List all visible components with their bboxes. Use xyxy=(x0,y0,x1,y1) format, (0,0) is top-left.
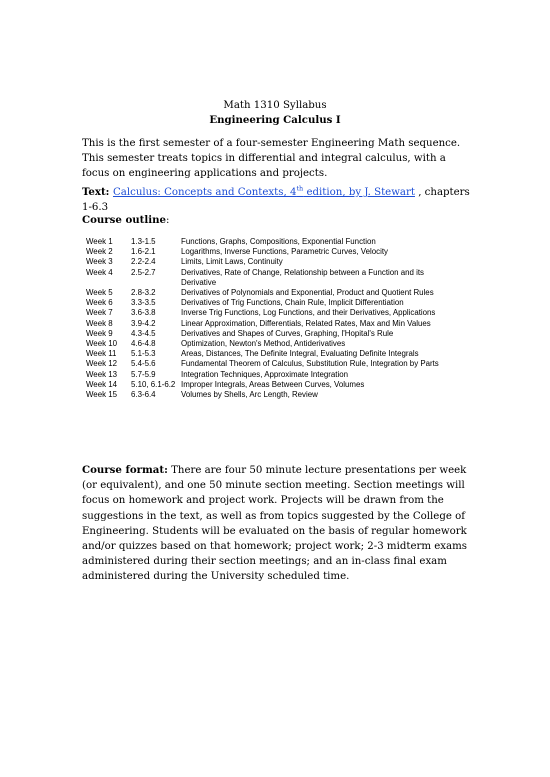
sections-cell: 2.2-2.4 xyxy=(131,257,156,267)
week-cell: Week 3 xyxy=(86,257,113,267)
sections-cell: 4.6-4.8 xyxy=(131,339,156,349)
course-outline-label: Course outline xyxy=(82,214,166,226)
sections-cell: 2.5-2.7 xyxy=(131,267,156,277)
course-outline-table xyxy=(86,237,461,400)
topics-cell: Limits, Limit Laws, Continuity xyxy=(181,257,283,267)
table-row xyxy=(86,308,461,318)
week-cell: Week 14 xyxy=(86,379,117,389)
table-row xyxy=(86,390,461,400)
table-row xyxy=(86,247,461,257)
topics-cell: Volumes by Shells, Arc Length, Review xyxy=(181,390,318,400)
sections-cell: 5.10, 6.1-6.2 xyxy=(131,379,176,389)
course-title: Engineering Calculus I xyxy=(209,114,341,126)
textbook-link-text-end: edition, by J. Stewart xyxy=(303,187,415,198)
course-format-colon: : xyxy=(164,464,168,476)
topics-cell: Integration Techniques, Approximate Integration xyxy=(181,369,348,379)
table-row xyxy=(86,349,461,359)
table-row xyxy=(86,257,461,267)
table-row xyxy=(86,319,461,329)
sections-cell: 6.3-6.4 xyxy=(131,390,156,400)
table-row xyxy=(86,237,461,247)
course-outline-colon: : xyxy=(165,215,170,226)
topics-cell: Derivatives of Polynomials and Exponential, Product and Quotient Rules xyxy=(181,288,434,298)
week-cell: Week 6 xyxy=(86,298,113,308)
course-format-label: Course format xyxy=(82,464,165,476)
topics-cell: Functions, Graphs, Compositions, Exponential Function xyxy=(181,237,376,246)
topics-cell: Derivatives of Trig Functions, Chain Rule, Implicit Differentiation xyxy=(181,298,404,308)
course-outline-heading xyxy=(82,213,474,228)
table-row xyxy=(86,380,461,390)
textbook-link[interactable] xyxy=(112,184,415,198)
topics-cell: Linear Approximation, Differentials, Related Rates, Max and Min Values xyxy=(181,318,431,328)
topics-cell: Improper Integrals, Areas Between Curves, Volumes xyxy=(181,379,365,389)
table-row xyxy=(86,329,461,339)
sections-cell: 5.7-5.9 xyxy=(131,369,156,379)
edition-superscript: th xyxy=(296,184,304,193)
week-cell: Week 9 xyxy=(86,328,113,338)
sections-cell: 3.3-3.5 xyxy=(131,298,156,308)
week-cell: Week 15 xyxy=(86,390,117,400)
week-cell: Week 4 xyxy=(86,267,113,277)
week-cell: Week 11 xyxy=(86,349,117,359)
week-cell: Week 13 xyxy=(86,369,117,379)
week-cell: Week 7 xyxy=(86,308,113,318)
topics-cell: Areas, Distances, The Definite Integral, Evaluating Definite Integrals xyxy=(181,349,419,359)
textbook-label: Text xyxy=(82,186,106,198)
table-row xyxy=(86,268,461,288)
week-cell: Week 1 xyxy=(86,237,113,246)
sections-cell: 5.1-5.3 xyxy=(131,349,156,359)
week-cell: Week 12 xyxy=(86,359,117,369)
sections-cell: 2.8-3.2 xyxy=(131,288,156,298)
sections-cell: 1.3-1.5 xyxy=(131,237,156,246)
table-row xyxy=(86,370,461,380)
topics-cell: Fundamental Theorem of Calculus, Substitution Rule, Integration by Parts xyxy=(181,359,439,369)
table-row xyxy=(86,298,461,308)
week-cell: Week 5 xyxy=(86,288,113,298)
topics-cell: Logarithms, Inverse Functions, Parametric Curves, Velocity xyxy=(181,247,388,257)
sections-cell: 3.6-3.8 xyxy=(131,308,156,318)
topics-cell: Optimization, Newton's Method, Antiderivatives xyxy=(181,339,346,349)
textbook-label-colon: : xyxy=(105,186,113,198)
topics-cell: Inverse Trig Functions, Log Functions, and their Derivatives, Applications xyxy=(181,308,436,318)
intro-paragraph: This is the first semester of a four-semester Engineering Math sequence. This semester treats topics in differential and integral calculus, with a focus on engineering applications and projects. xyxy=(82,138,461,180)
sections-cell: 1.6-2.1 xyxy=(131,247,156,257)
table-row xyxy=(86,359,461,369)
topics-cell: Derivatives and Shapes of Curves, Graphing, l'Hopital's Rule xyxy=(181,328,394,338)
week-cell: Week 2 xyxy=(86,247,113,257)
sections-cell: 4.3-4.5 xyxy=(131,328,156,338)
table-row xyxy=(86,339,461,349)
week-cell: Week 8 xyxy=(86,318,113,328)
course-format-text: There are four 50 minute lecture presentations per week (or equivalent), and one 50 minute section meeting. Section meetings will focus on homework and project work. Projects will be drawn from the suggestions in the text, as well as from topics suggested by the College of Engineering. Students will be evaluated on the basis of regular homework and/or quizzes based on that homework; project work; 2-3 midterm exams administered during their section meetings; and an in-class final exam administered during the University scheduled time. xyxy=(82,465,467,583)
textbook-line xyxy=(82,185,474,215)
textbook-link-text: Calculus: Concepts and Contexts, 4 xyxy=(112,187,297,198)
sections-cell: 5.4-5.6 xyxy=(131,359,156,369)
table-row xyxy=(86,288,461,298)
document-header xyxy=(0,98,550,128)
course-format-paragraph xyxy=(82,463,474,585)
week-cell: Week 10 xyxy=(86,339,117,349)
course-number: Math 1310 Syllabus xyxy=(223,100,327,111)
sections-cell: 3.9-4.2 xyxy=(131,318,156,328)
topics-cell: Derivatives, Rate of Change, Relationship between a Function and its Derivative xyxy=(181,267,424,287)
textbook-chapters: , chapters 1-6.3 xyxy=(82,187,470,214)
